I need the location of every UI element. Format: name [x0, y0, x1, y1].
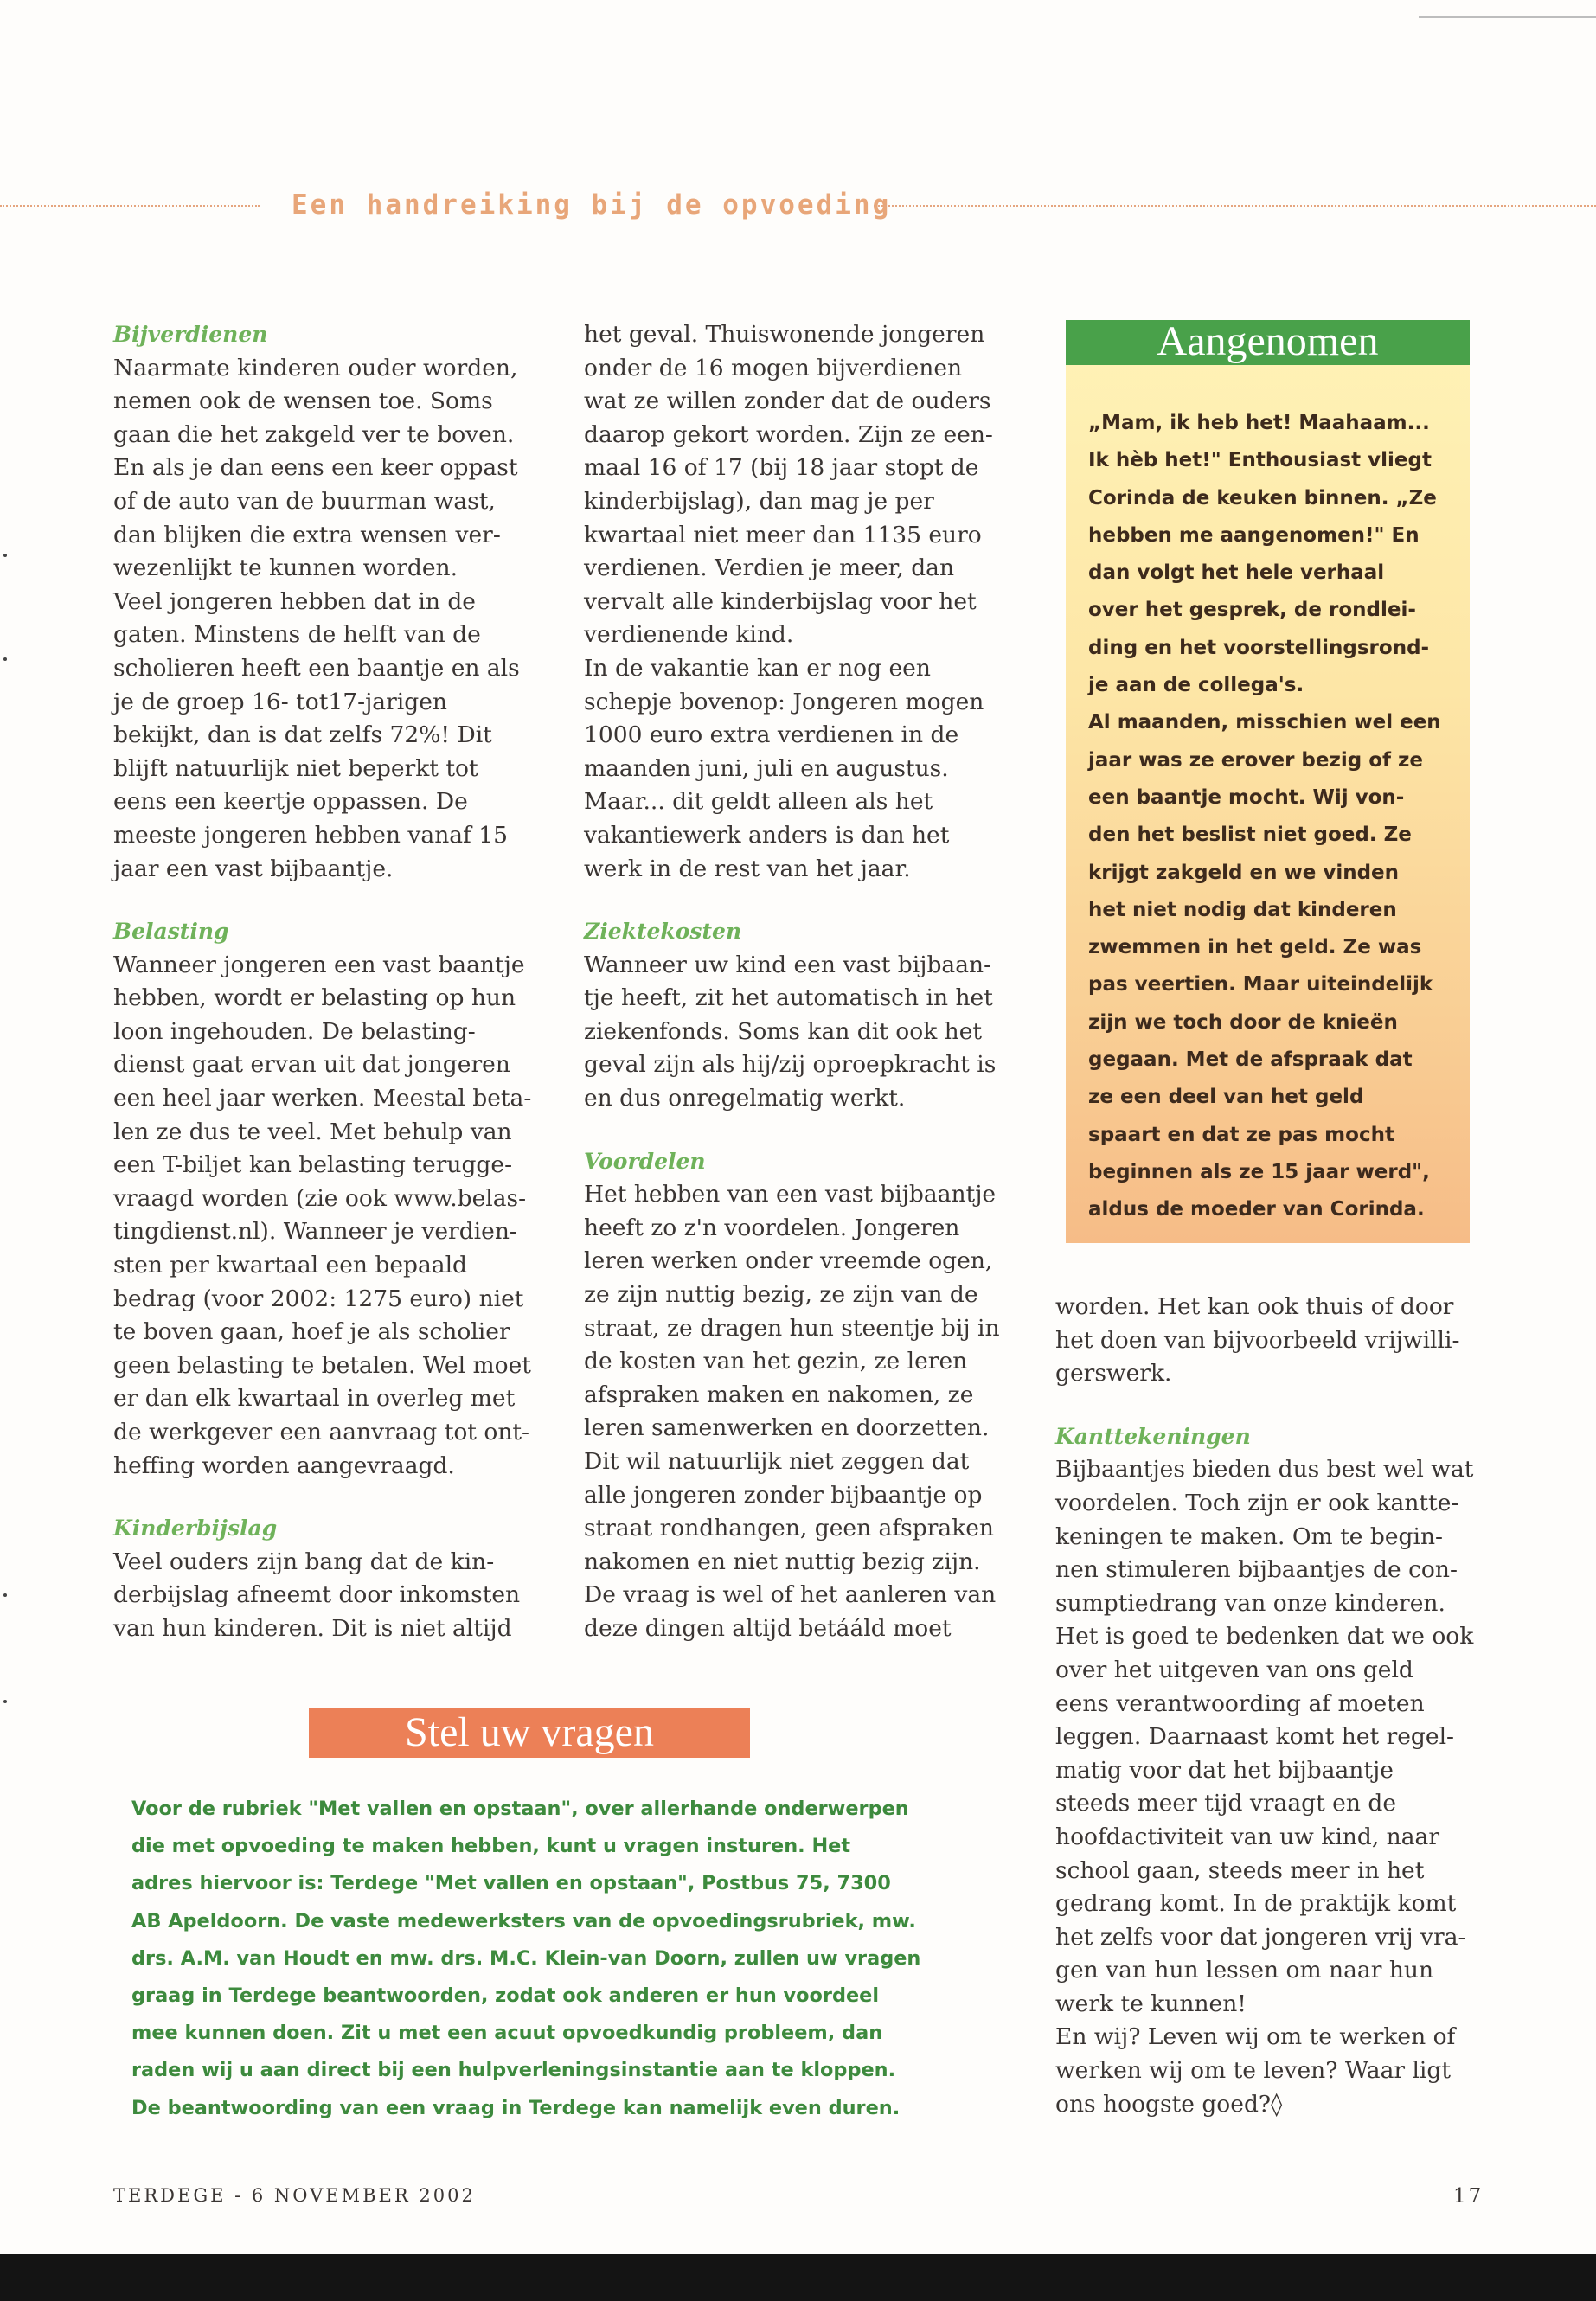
text-line: heeft zo z'n voordelen. Jongeren	[584, 1214, 960, 1241]
text-line: Wanneer jongeren een vast baantje	[113, 951, 525, 978]
text-line: gedrang komt. In de praktijk komt	[1055, 1890, 1457, 1918]
footer-publication: TERDEGE - 6 NOVEMBER 2002	[113, 2185, 476, 2206]
text-line: eens verantwoording af moeten	[1055, 1689, 1425, 1717]
text-line: over het uitgeven van ons geld	[1055, 1656, 1413, 1683]
text-line: Het hebben van een vast bijbaantje	[584, 1181, 997, 1208]
paragraph-voordelen-continued	[1055, 1291, 1492, 1391]
text-line: hebben me aangenomen!" En	[1088, 523, 1420, 547]
text-line: leren samenwerken en doorzetten.	[584, 1414, 990, 1442]
text-line: zijn we toch door de knieën	[1088, 1010, 1398, 1034]
text-line: worden. Het kan ook thuis of door	[1055, 1293, 1454, 1320]
text-line: drs. A.M. van Houdt en mw. drs. M.C. Klein-van Doorn, zullen uw vragen	[131, 1946, 921, 1970]
text-line: meeste jongeren hebben vanaf 15	[113, 821, 509, 849]
paragraph-belasting	[113, 949, 550, 1484]
text-line: loon ingehouden. De belasting-	[113, 1017, 476, 1045]
text-line: AB Apeldoorn. De vaste medewerksters van de opvoedingsrubriek, mw.	[131, 1909, 916, 1932]
text-line: gegaan. Met de afspraak dat	[1088, 1048, 1413, 1072]
text-line: ons hoogste goed?◊	[1055, 2090, 1283, 2118]
text-line: kinderbijslag), dan mag je per	[584, 487, 934, 515]
section-header	[0, 189, 1596, 221]
text-line: vakantiewerk anders is dan het	[584, 821, 950, 849]
column-1	[113, 318, 550, 1646]
text-line: gen van hun lessen om naar hun	[1055, 1957, 1434, 1984]
text-line: de kosten van het gezin, ze leren	[584, 1348, 968, 1375]
text-line: steeds meer tijd vraagt en de	[1055, 1790, 1397, 1817]
heading-ziektekosten: Ziektekosten	[584, 919, 742, 945]
text-line: een heel jaar werken. Meestal beta-	[113, 1085, 532, 1112]
text-line: raden wij u aan direct bij een hulpverleningsinstantie aan te kloppen.	[131, 2059, 896, 2082]
paragraph-bijverdienen	[113, 352, 550, 887]
text-line: afspraken maken en nakomen, ze	[584, 1381, 974, 1408]
text-line: Veel jongeren hebben dat in de	[113, 587, 476, 615]
text-line: schepje bovenop: Jongeren mogen	[584, 688, 984, 715]
text-line: Corinda de keuken binnen. „Ze	[1088, 486, 1437, 510]
text-line: Voor de rubriek "Met vallen en opstaan", over allerhande onderwerpen	[131, 1798, 909, 1820]
sidebar-quote	[1088, 405, 1452, 1229]
text-line: school gaan, steeds meer in het	[1055, 1856, 1425, 1884]
text-line: verdienende kind.	[584, 621, 794, 649]
text-line: den het beslist niet goed. Ze	[1088, 824, 1412, 847]
text-line: mee kunnen doen. Zit u met een acuut opvoedkundig probleem, dan	[131, 2022, 883, 2045]
text-line: wezenlijkt te kunnen worden.	[113, 554, 458, 582]
text-line: te boven gaan, hoef je als scholier	[113, 1318, 510, 1346]
text-line: alle jongeren zonder bijbaantje op	[584, 1481, 983, 1509]
text-line: adres hiervoor is: Terdege "Met vallen en opstaan", Postbus 75, 7300	[131, 1872, 891, 1895]
text-line: 1000 euro extra verdienen in de	[584, 721, 959, 749]
sidebar-box-aangenomen	[1066, 320, 1470, 1243]
text-line: voordelen. Toch zijn er ook kantte-	[1055, 1489, 1459, 1516]
paragraph-kinderbijslag-continued	[584, 318, 1016, 886]
text-line: sumptiedrang van onze kinderen.	[1055, 1589, 1445, 1617]
text-line: spaart en dat ze pas mocht	[1088, 1123, 1394, 1146]
text-line: bedrag (voor 2002: 1275 euro) niet	[113, 1285, 524, 1312]
text-line: Wanneer uw kind een vast bijbaan-	[584, 951, 992, 978]
text-line: tje heeft, zit het automatisch in het	[584, 984, 993, 1012]
column-2	[584, 318, 1016, 1646]
text-line: je aan de collega's.	[1088, 674, 1304, 697]
text-line: gaten. Minstens de helft van de	[113, 621, 481, 649]
column-3	[1055, 1291, 1492, 2121]
top-rule	[1419, 16, 1596, 18]
text-line: Veel ouders zijn bang dat de kin-	[113, 1548, 495, 1575]
text-line: dan blijken die extra wensen ver-	[113, 521, 501, 548]
text-line: kwartaal niet meer dan 1135 euro	[584, 521, 982, 548]
text-line: hoofdactiviteit van uw kind, naar	[1055, 1823, 1440, 1850]
text-line: Bijbaantjes bieden dus best wel wat	[1055, 1456, 1474, 1484]
bottom-scan-edge	[0, 2254, 1596, 2301]
text-line: wat ze willen zonder dat de ouders	[584, 388, 991, 415]
text-line: of de auto van de buurman wast,	[113, 487, 496, 515]
text-line: En als je dan eens een keer oppast	[113, 454, 518, 482]
text-line: „Mam, ik heb het! Maahaam...	[1088, 412, 1430, 434]
text-line: leren werken onder vreemde ogen,	[584, 1247, 993, 1275]
text-line: geen belasting te betalen. Wel moet	[113, 1351, 531, 1379]
text-line: Al maanden, misschien wel een	[1088, 711, 1441, 734]
text-line: dan volgt het hele verhaal	[1088, 561, 1385, 585]
text-line: werk in de rest van het jaar.	[584, 855, 911, 882]
text-line: Ik hèb het!" Enthousiast vliegt	[1088, 449, 1432, 472]
text-line: De vraag is wel of het aanleren van	[584, 1581, 997, 1609]
text-line: werken wij om te leven? Waar ligt	[1055, 2057, 1452, 2085]
text-line: leggen. Daarnaast komt het regel-	[1055, 1723, 1454, 1751]
text-line: Maar... dit geldt alleen als het	[584, 788, 933, 816]
text-line: die met opvoeding te maken hebben, kunt u vragen insturen. Het	[131, 1835, 851, 1858]
text-line: dienst gaat ervan uit dat jongeren	[113, 1051, 510, 1079]
text-line: ziekenfonds. Soms kan dit ook het	[584, 1017, 983, 1045]
heading-bijverdienen: Bijverdienen	[113, 322, 268, 347]
text-line: Het is goed te bedenken dat we ook	[1055, 1623, 1474, 1650]
text-line: nen stimuleren bijbaantjes de con-	[1055, 1556, 1458, 1584]
text-line: En wij? Leven wij om te werken of	[1055, 2023, 1456, 2051]
text-line: ze een deel van het geld	[1088, 1086, 1364, 1109]
page-number: 17	[1453, 2185, 1484, 2208]
text-line: het zelfs voor dat jongeren vrij vra-	[1055, 1923, 1466, 1951]
text-line: geval zijn als hij/zij oproepkracht is	[584, 1051, 997, 1079]
text-line: gerswerk.	[1055, 1360, 1172, 1388]
text-line: eens een keertje oppassen. De	[113, 788, 468, 816]
text-line: sten per kwartaal een bepaald	[113, 1252, 468, 1279]
text-line: het doen van bijvoorbeeld vrijwilli-	[1055, 1326, 1460, 1354]
heading-kanttekeningen: Kanttekeningen	[1055, 1423, 1251, 1449]
text-line: aldus de moeder van Corinda.	[1088, 1198, 1425, 1221]
text-line: blijft natuurlijk niet beperkt tot	[113, 754, 478, 782]
text-line: de werkgever een aanvraag tot ont-	[113, 1419, 529, 1445]
text-line: vervalt alle kinderbijslag voor het	[584, 587, 977, 615]
text-line: je de groep 16- tot17-jarigen	[113, 688, 447, 715]
paragraph-ziektekosten	[584, 949, 1016, 1116]
text-line: deze dingen altijd betááld moet	[584, 1614, 952, 1642]
text-line: derbijslag afneemt door inkomsten	[113, 1581, 521, 1609]
text-line: graag in Terdege beantwoorden, zodat ook anderen er hun voordeel	[131, 1984, 880, 2008]
text-line: van hun kinderen. Dit is niet altijd	[113, 1614, 512, 1642]
text-line: over het gesprek, de rondlei-	[1088, 599, 1416, 622]
text-line: ze zijn nuttig bezig, ze zijn van de	[584, 1281, 978, 1309]
text-line: ding en het voorstellingsrond-	[1088, 636, 1430, 659]
text-line: matig voor dat het bijbaantje	[1055, 1756, 1394, 1784]
text-line: len ze dus te veel. Met behulp van	[113, 1118, 512, 1145]
text-line: er dan elk kwartaal in overleg met	[113, 1385, 516, 1413]
text-line: scholieren heeft een baantje en als	[113, 654, 520, 682]
heading-kinderbijslag: Kinderbijslag	[113, 1516, 278, 1541]
questions-text	[131, 1791, 953, 2127]
text-line: De beantwoording van een vraag in Terdege kan namelijk even duren.	[131, 2096, 901, 2119]
header-dotted-rule-right	[874, 205, 1596, 207]
text-line: straat, ze dragen hun steentje bij in	[584, 1314, 1000, 1342]
text-line: krijgt zakgeld en we vinden	[1088, 861, 1400, 884]
text-line: keningen te maken. Om te begin-	[1055, 1522, 1443, 1550]
text-line: bekijkt, dan is dat zelfs 72%! Dit	[113, 721, 492, 749]
questions-banner: Stel uw vragen	[309, 1708, 750, 1758]
text-line: hebben, wordt er belasting op hun	[113, 984, 516, 1012]
text-line: zwemmen in het geld. Ze was	[1088, 936, 1422, 959]
text-line: en dus onregelmatig werkt.	[584, 1085, 906, 1112]
scan-mark	[3, 657, 7, 661]
header-dotted-rule-left	[0, 205, 260, 207]
text-line: pas veertien. Maar uiteindelijk	[1088, 973, 1433, 997]
text-line: tingdienst.nl). Wanneer je verdien-	[113, 1218, 517, 1246]
text-line: maanden juni, juli en augustus.	[584, 754, 949, 782]
text-line: gaan die het zakgeld ver te boven.	[113, 420, 515, 448]
text-line: een T-biljet kan belasting terugge-	[113, 1151, 513, 1179]
scan-mark	[3, 1700, 7, 1703]
text-line: het geval. Thuiswonende jongeren	[584, 321, 985, 348]
text-line: jaar was ze erover bezig of ze	[1088, 748, 1424, 772]
text-line: Naarmate kinderen ouder worden,	[113, 354, 518, 381]
scan-mark	[3, 1593, 7, 1597]
section-kicker: Een handreiking bij de opvoeding	[292, 189, 892, 221]
text-line: jaar een vast bijbaantje.	[113, 855, 394, 882]
text-line: heffing worden aangevraagd.	[113, 1452, 455, 1479]
text-line: In de vakantie kan er nog een	[584, 654, 931, 682]
text-line: vraagd worden (zie ook www.belas-	[113, 1184, 527, 1212]
heading-voordelen: Voordelen	[584, 1148, 706, 1174]
text-line: maal 16 of 17 (bij 18 jaar stopt de	[584, 454, 979, 482]
text-line: daarop gekort worden. Zijn ze een-	[584, 420, 993, 448]
text-line: Dit wil natuurlijk niet zeggen dat	[584, 1448, 970, 1475]
scan-mark	[3, 554, 7, 557]
sidebar-title: Aangenomen	[1066, 320, 1470, 365]
text-line: verdienen. Verdien je meer, dan	[584, 554, 955, 582]
text-line: straat rondhangen, geen afspraken	[584, 1515, 994, 1542]
text-line: beginnen als ze 15 jaar werd",	[1088, 1160, 1430, 1183]
text-line: het niet nodig dat kinderen	[1088, 898, 1397, 921]
text-line: nemen ook de wensen toe. Soms	[113, 388, 493, 415]
text-line: een baantje mocht. Wij von-	[1088, 785, 1405, 809]
paragraph-kanttekeningen	[1055, 1453, 1492, 2121]
text-line: onder de 16 mogen bijverdienen	[584, 354, 963, 381]
text-line: nakomen en niet nuttig bezig zijn.	[584, 1548, 981, 1575]
paragraph-kinderbijslag	[113, 1546, 550, 1646]
text-line: werk te kunnen!	[1055, 1990, 1247, 2017]
paragraph-voordelen	[584, 1178, 1016, 1645]
heading-belasting: Belasting	[113, 919, 229, 945]
